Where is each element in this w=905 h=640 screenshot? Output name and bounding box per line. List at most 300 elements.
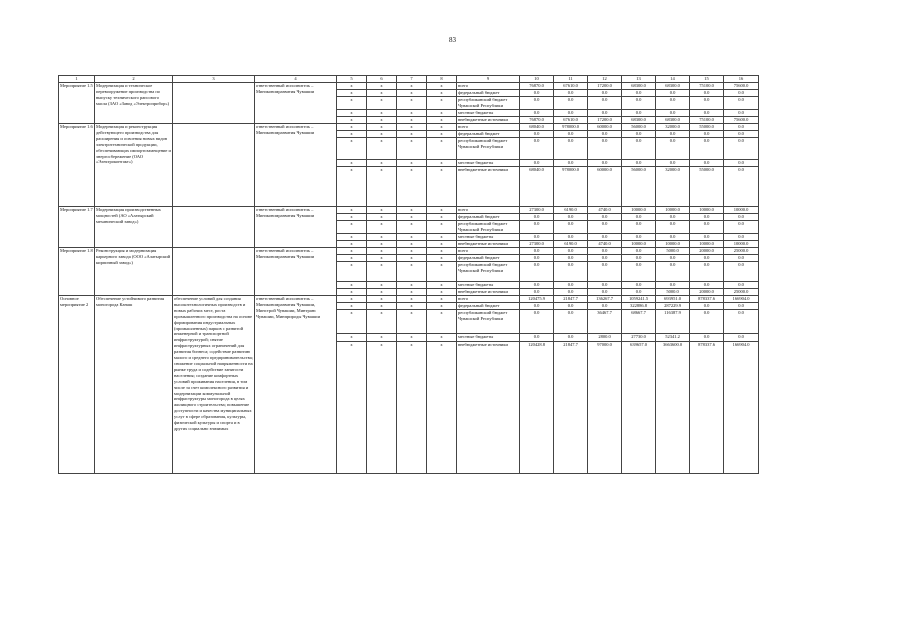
- amount-cell: 0.0: [690, 90, 724, 97]
- code-cell: x: [367, 342, 397, 474]
- amount-cell: 0.0: [622, 110, 656, 117]
- code-cell: x: [337, 110, 367, 117]
- code-cell: x: [337, 296, 367, 303]
- amount-cell: 21847.7: [554, 296, 588, 303]
- amount-cell: 0.0: [520, 160, 554, 167]
- amount-cell: 0.0: [588, 303, 622, 310]
- code-cell: x: [367, 167, 397, 207]
- amount-cell: 0.0: [724, 303, 759, 310]
- code-cell: x: [367, 296, 397, 303]
- code-cell: x: [397, 303, 427, 310]
- amount-cell: 10000.0: [622, 241, 656, 248]
- code-cell: x: [427, 342, 457, 474]
- code-cell: x: [337, 241, 367, 248]
- amount-cell: 0.0: [520, 90, 554, 97]
- funding-source: республиканский бюджет Чувашской Республики: [457, 138, 520, 160]
- responsible-executor: ответственный исполнитель – Минэкономразвития Чувашии: [255, 83, 337, 124]
- column-number: 9: [457, 76, 520, 83]
- column-number-row: [59, 76, 759, 83]
- funding-source: внебюджетные источники: [457, 117, 520, 124]
- amount-cell: 0.0: [520, 282, 554, 289]
- amount-cell: 68300.0: [656, 117, 690, 124]
- amount-cell: 10000.0: [656, 207, 690, 214]
- column-number: 15: [690, 76, 724, 83]
- amount-cell: 978000.0: [554, 167, 588, 207]
- amount-cell: 0.0: [588, 90, 622, 97]
- code-cell: x: [397, 97, 427, 110]
- code-cell: x: [397, 138, 427, 160]
- amount-cell: 0.0: [724, 167, 759, 207]
- amount-cell: 27300.0: [520, 207, 554, 214]
- amount-cell: 97000.0: [588, 342, 622, 474]
- amount-cell: 0.0: [724, 214, 759, 221]
- code-cell: x: [337, 310, 367, 334]
- amount-cell: 116387.9: [656, 310, 690, 334]
- amount-cell: 68300.0: [622, 83, 656, 90]
- amount-cell: 0.0: [520, 262, 554, 282]
- amount-cell: 0.0: [622, 255, 656, 262]
- amount-cell: 32000.0: [656, 167, 690, 207]
- amount-cell: 0.0: [554, 248, 588, 255]
- amount-cell: 0.0: [622, 97, 656, 110]
- amount-cell: 0.0: [588, 131, 622, 138]
- code-cell: x: [367, 241, 397, 248]
- amount-cell: 0.0: [656, 255, 690, 262]
- code-cell: x: [337, 131, 367, 138]
- amount-cell: 75100.0: [690, 117, 724, 124]
- amount-cell: 978000.0: [554, 124, 588, 131]
- code-cell: x: [337, 207, 367, 214]
- amount-cell: 0.0: [520, 97, 554, 110]
- table-row: [59, 296, 759, 303]
- measure-goal: [173, 83, 255, 124]
- code-cell: x: [367, 255, 397, 262]
- amount-cell: 0.0: [622, 90, 656, 97]
- amount-cell: 0.0: [588, 248, 622, 255]
- code-cell: x: [427, 241, 457, 248]
- code-cell: x: [337, 303, 367, 310]
- code-cell: x: [397, 296, 427, 303]
- amount-cell: 6190.0: [554, 241, 588, 248]
- amount-cell: 0.0: [622, 248, 656, 255]
- funding-source: республиканский бюджет Чувашской Республики: [457, 221, 520, 234]
- amount-cell: 0.0: [520, 248, 554, 255]
- measure-goal: обеспечение условий для создания высокотехнологичных производств и новых рабочих мест, роста промышленного производства на основе формирования индустриальных (промышленных) парков с развитой инженерной и транспортной инфраструктурой; снятие инфраструктурных ограничений для развития бизнеса; содействие развитию малого и среднего предпринимательства; снижение социальной напряженности на рынке труда и содействие занятости населения; создание комфортных условий проживания населения, в том числе за счет комплексного развития и модернизации коммунальной инфраструктуры моногорода в целях жилищного строительства; повышение доступности и качества муниципальных услуг в сфере образования, культуры, физической культуры и спорта и в других социально значимых: [173, 296, 255, 474]
- amount-cell: 10000.0: [724, 207, 759, 214]
- funding-source: республиканский бюджет Чувашской Республики: [457, 262, 520, 282]
- amount-cell: 20000.0: [690, 289, 724, 296]
- amount-cell: 0.0: [690, 303, 724, 310]
- measure-goal: [173, 207, 255, 248]
- code-cell: x: [427, 207, 457, 214]
- code-cell: x: [337, 289, 367, 296]
- amount-cell: 68667.7: [622, 310, 656, 334]
- amount-cell: 20000.0: [690, 248, 724, 255]
- funding-source: республиканский бюджет Чувашской Республики: [457, 97, 520, 110]
- code-cell: x: [427, 248, 457, 255]
- column-number: 13: [622, 76, 656, 83]
- code-cell: x: [397, 110, 427, 117]
- code-cell: x: [337, 255, 367, 262]
- amount-cell: 120475.9: [520, 296, 554, 303]
- amount-cell: 0.0: [656, 97, 690, 110]
- code-cell: x: [367, 303, 397, 310]
- measure-title: Модернизация производственных мощностей (АО «Алатырский механический завод»): [95, 207, 173, 248]
- amount-cell: 0.0: [554, 221, 588, 234]
- code-cell: x: [397, 117, 427, 124]
- amount-cell: 0.0: [724, 90, 759, 97]
- amount-cell: 0.0: [690, 131, 724, 138]
- amount-cell: 136267.7: [588, 296, 622, 303]
- code-cell: x: [367, 221, 397, 234]
- amount-cell: 10000.0: [690, 207, 724, 214]
- responsible-executor: ответственный исполнитель – Минэкономразвития Чувашии: [255, 207, 337, 248]
- code-cell: x: [397, 241, 427, 248]
- amount-cell: 55000.0: [690, 124, 724, 131]
- amount-cell: 0.0: [656, 110, 690, 117]
- column-number: 6: [367, 76, 397, 83]
- column-number: 2: [95, 76, 173, 83]
- amount-cell: 36467.7: [588, 310, 622, 334]
- code-cell: x: [427, 138, 457, 160]
- funding-source: всего: [457, 207, 520, 214]
- code-cell: x: [337, 167, 367, 207]
- code-cell: x: [337, 138, 367, 160]
- amount-cell: 166904.0: [724, 342, 759, 474]
- code-cell: x: [397, 90, 427, 97]
- amount-cell: 0.0: [520, 310, 554, 334]
- amount-cell: 0.0: [724, 255, 759, 262]
- column-number: 10: [520, 76, 554, 83]
- measure-goal: [173, 124, 255, 207]
- code-cell: x: [427, 167, 457, 207]
- funding-source: местные бюджеты: [457, 334, 520, 342]
- amount-cell: 67610.0: [554, 83, 588, 90]
- amount-cell: 0.0: [554, 334, 588, 342]
- amount-cell: 0.0: [554, 97, 588, 110]
- amount-cell: 0.0: [554, 110, 588, 117]
- amount-cell: 0.0: [622, 131, 656, 138]
- amount-cell: 0.0: [588, 289, 622, 296]
- table-row: [59, 207, 759, 214]
- code-cell: x: [397, 282, 427, 289]
- code-cell: x: [367, 110, 397, 117]
- code-cell: x: [427, 303, 457, 310]
- amount-cell: 639657.0: [622, 342, 656, 474]
- measure-title: Модернизация и реконструкция действующего производства для расширения и освоения новых видов электротехнической продукции, обеспечивающих импортозамещение и энергосбережение (ОАО «Электроконтакт»): [95, 124, 173, 207]
- amount-cell: 0.0: [724, 110, 759, 117]
- page-number: 83: [449, 36, 456, 44]
- code-cell: x: [427, 310, 457, 334]
- code-cell: x: [427, 334, 457, 342]
- amount-cell: 0.0: [554, 282, 588, 289]
- funding-source: всего: [457, 124, 520, 131]
- code-cell: x: [427, 90, 457, 97]
- funding-source: всего: [457, 296, 520, 303]
- amount-cell: 0.0: [724, 160, 759, 167]
- amount-cell: 5000.0: [656, 248, 690, 255]
- amount-cell: 25000.0: [724, 248, 759, 255]
- amount-cell: 0.0: [622, 221, 656, 234]
- amount-cell: 0.0: [656, 234, 690, 241]
- amount-cell: 0.0: [622, 160, 656, 167]
- amount-cell: 0.0: [588, 282, 622, 289]
- amount-cell: 0.0: [656, 90, 690, 97]
- table-row: [59, 248, 759, 255]
- amount-cell: 56000.0: [622, 167, 656, 207]
- amount-cell: 0.0: [690, 234, 724, 241]
- code-cell: x: [337, 90, 367, 97]
- code-cell: x: [427, 160, 457, 167]
- amount-cell: 0.0: [520, 303, 554, 310]
- amount-cell: 75600.0: [724, 117, 759, 124]
- amount-cell: 878337.6: [690, 296, 724, 303]
- funding-source: всего: [457, 248, 520, 255]
- code-cell: x: [367, 97, 397, 110]
- funding-source: местные бюджеты: [457, 160, 520, 167]
- code-cell: x: [427, 221, 457, 234]
- amount-cell: 0.0: [588, 97, 622, 110]
- amount-cell: 0.0: [724, 234, 759, 241]
- amount-cell: 76870.0: [520, 83, 554, 90]
- amount-cell: 0.0: [656, 131, 690, 138]
- amount-cell: 6190.0: [554, 207, 588, 214]
- column-number: 8: [427, 76, 457, 83]
- amount-cell: 10000.0: [690, 241, 724, 248]
- code-cell: x: [427, 110, 457, 117]
- code-cell: x: [367, 90, 397, 97]
- code-cell: x: [367, 160, 397, 167]
- amount-cell: 0.0: [588, 160, 622, 167]
- amount-cell: 21847.7: [554, 342, 588, 474]
- amount-cell: 0.0: [588, 234, 622, 241]
- amount-cell: 0.0: [622, 138, 656, 160]
- amount-cell: 322886.8: [622, 303, 656, 310]
- amount-cell: 75600.0: [724, 83, 759, 90]
- code-cell: x: [337, 234, 367, 241]
- funding-source: всего: [457, 83, 520, 90]
- amount-cell: 1059241.5: [622, 296, 656, 303]
- amount-cell: 0.0: [690, 282, 724, 289]
- code-cell: x: [367, 214, 397, 221]
- code-cell: x: [427, 83, 457, 90]
- amount-cell: 693951.0: [656, 296, 690, 303]
- amount-cell: 68040.0: [520, 167, 554, 207]
- code-cell: x: [367, 262, 397, 282]
- code-cell: x: [397, 214, 427, 221]
- amount-cell: 67610.0: [554, 117, 588, 124]
- code-cell: x: [367, 131, 397, 138]
- budget-table: [58, 75, 759, 474]
- amount-cell: 2800.0: [588, 334, 622, 342]
- amount-cell: 0.0: [554, 234, 588, 241]
- amount-cell: 32000.0: [656, 124, 690, 131]
- code-cell: x: [367, 83, 397, 90]
- amount-cell: 0.0: [690, 310, 724, 334]
- measure-title: Обеспечение устойчивого развития моногорода Канаш: [95, 296, 173, 474]
- measure-title: Модернизация и техническое перевооружение производства по выпуску технического рапсового масла (ЗАО «Завод «Электроприбор»): [95, 83, 173, 124]
- code-cell: x: [337, 221, 367, 234]
- amount-cell: 0.0: [690, 221, 724, 234]
- code-cell: x: [427, 97, 457, 110]
- amount-cell: 0.0: [690, 110, 724, 117]
- amount-cell: 0.0: [554, 303, 588, 310]
- amount-cell: 0.0: [690, 97, 724, 110]
- amount-cell: 0.0: [588, 255, 622, 262]
- responsible-executor: ответственный исполнитель – Минэкономразвития Чувашии, Минстрой Чувашии, Минтранс Чувашии, Минприроды Чувашии: [255, 296, 337, 474]
- amount-cell: 0.0: [520, 221, 554, 234]
- code-cell: x: [397, 124, 427, 131]
- amount-cell: 0.0: [554, 310, 588, 334]
- funding-source: внебюджетные источники: [457, 342, 520, 474]
- code-cell: x: [337, 160, 367, 167]
- amount-cell: 0.0: [724, 124, 759, 131]
- amount-cell: 0.0: [520, 334, 554, 342]
- column-number: 16: [724, 76, 759, 83]
- amount-cell: 0.0: [520, 255, 554, 262]
- amount-cell: 5000.0: [656, 289, 690, 296]
- responsible-executor: ответственный исполнитель – Минэкономразвития Чувашии: [255, 124, 337, 207]
- code-cell: x: [337, 342, 367, 474]
- code-cell: x: [397, 167, 427, 207]
- code-cell: x: [397, 310, 427, 334]
- amount-cell: 0.0: [656, 160, 690, 167]
- funding-source: внебюджетные источники: [457, 241, 520, 248]
- code-cell: x: [337, 262, 367, 282]
- amount-cell: 287229.9: [656, 303, 690, 310]
- code-cell: x: [367, 248, 397, 255]
- code-cell: x: [427, 214, 457, 221]
- code-cell: x: [367, 124, 397, 131]
- code-cell: x: [397, 334, 427, 342]
- amount-cell: 0.0: [554, 262, 588, 282]
- measure-number: Мероприятие 1.5: [59, 83, 95, 124]
- amount-cell: 3663600.0: [656, 342, 690, 474]
- amount-cell: 0.0: [724, 334, 759, 342]
- amount-cell: 0.0: [520, 289, 554, 296]
- measure-goal: [173, 248, 255, 296]
- measure-number: Основное мероприятие 2: [59, 296, 95, 474]
- amount-cell: 0.0: [690, 262, 724, 282]
- amount-cell: 75100.0: [690, 83, 724, 90]
- amount-cell: 0.0: [554, 160, 588, 167]
- code-cell: x: [367, 334, 397, 342]
- amount-cell: 60000.0: [588, 124, 622, 131]
- amount-cell: 68300.0: [622, 117, 656, 124]
- amount-cell: 60000.0: [588, 167, 622, 207]
- code-cell: x: [397, 248, 427, 255]
- amount-cell: 76870.0: [520, 117, 554, 124]
- amount-cell: 0.0: [656, 282, 690, 289]
- amount-cell: 0.0: [520, 131, 554, 138]
- amount-cell: 878337.6: [690, 342, 724, 474]
- code-cell: x: [427, 124, 457, 131]
- code-cell: x: [367, 289, 397, 296]
- code-cell: x: [427, 234, 457, 241]
- measure-number: Мероприятие 1.8: [59, 248, 95, 296]
- amount-cell: 0.0: [690, 214, 724, 221]
- code-cell: x: [367, 117, 397, 124]
- amount-cell: 0.0: [656, 221, 690, 234]
- amount-cell: 52341.2: [656, 334, 690, 342]
- column-number: 11: [554, 76, 588, 83]
- code-cell: x: [397, 221, 427, 234]
- funding-source: федеральный бюджет: [457, 90, 520, 97]
- code-cell: x: [427, 296, 457, 303]
- code-cell: x: [367, 282, 397, 289]
- column-number: 12: [588, 76, 622, 83]
- funding-source: республиканский бюджет Чувашской Республики: [457, 310, 520, 334]
- code-cell: x: [397, 262, 427, 282]
- code-cell: x: [367, 310, 397, 334]
- amount-cell: 0.0: [554, 90, 588, 97]
- amount-cell: 0.0: [554, 214, 588, 221]
- funding-source: федеральный бюджет: [457, 131, 520, 138]
- amount-cell: 0.0: [554, 289, 588, 296]
- amount-cell: 0.0: [554, 131, 588, 138]
- code-cell: x: [337, 124, 367, 131]
- code-cell: x: [367, 234, 397, 241]
- code-cell: x: [337, 214, 367, 221]
- funding-source: федеральный бюджет: [457, 303, 520, 310]
- code-cell: x: [337, 334, 367, 342]
- column-number: 7: [397, 76, 427, 83]
- code-cell: x: [427, 255, 457, 262]
- funding-source: внебюджетные источники: [457, 167, 520, 207]
- amount-cell: 0.0: [520, 214, 554, 221]
- funding-source: местные бюджеты: [457, 110, 520, 117]
- measure-title: Реконструкция и модернизация карьерного завода (ООО «Алатырский кирпичный завод»): [95, 248, 173, 296]
- code-cell: x: [397, 83, 427, 90]
- column-number: 5: [337, 76, 367, 83]
- amount-cell: 0.0: [724, 262, 759, 282]
- column-number: 1: [59, 76, 95, 83]
- amount-cell: 68300.0: [656, 83, 690, 90]
- code-cell: x: [397, 289, 427, 296]
- amount-cell: 0.0: [520, 110, 554, 117]
- code-cell: x: [367, 207, 397, 214]
- amount-cell: 0.0: [656, 214, 690, 221]
- amount-cell: 0.0: [724, 131, 759, 138]
- table-row: [59, 83, 759, 90]
- amount-cell: 0.0: [622, 262, 656, 282]
- code-cell: x: [367, 138, 397, 160]
- amount-cell: 0.0: [724, 138, 759, 160]
- column-number: 4: [255, 76, 337, 83]
- amount-cell: 0.0: [724, 221, 759, 234]
- column-number: 14: [656, 76, 690, 83]
- amount-cell: 0.0: [690, 160, 724, 167]
- amount-cell: 0.0: [588, 221, 622, 234]
- amount-cell: 27300.0: [520, 241, 554, 248]
- code-cell: x: [337, 83, 367, 90]
- amount-cell: 25000.0: [724, 289, 759, 296]
- amount-cell: 0.0: [622, 214, 656, 221]
- amount-cell: 0.0: [588, 110, 622, 117]
- amount-cell: 56000.0: [622, 124, 656, 131]
- code-cell: x: [427, 282, 457, 289]
- amount-cell: 4740.0: [588, 241, 622, 248]
- code-cell: x: [427, 131, 457, 138]
- amount-cell: 10000.0: [656, 241, 690, 248]
- amount-cell: 0.0: [724, 310, 759, 334]
- amount-cell: 0.0: [690, 138, 724, 160]
- funding-source: федеральный бюджет: [457, 214, 520, 221]
- column-number: 3: [173, 76, 255, 83]
- amount-cell: 0.0: [554, 138, 588, 160]
- amount-cell: 0.0: [656, 262, 690, 282]
- amount-cell: 0.0: [724, 282, 759, 289]
